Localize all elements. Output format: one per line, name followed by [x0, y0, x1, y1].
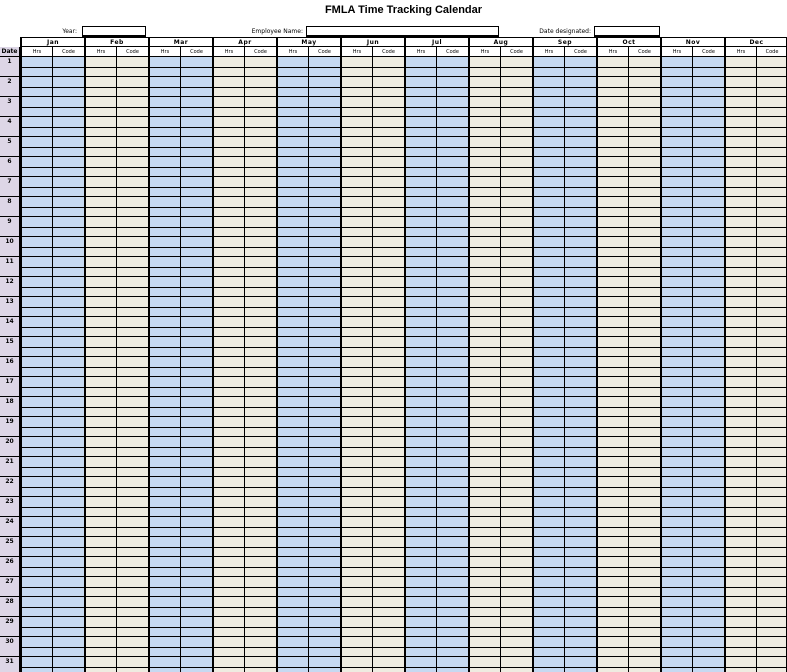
- row-divider: [20, 567, 787, 568]
- code-column-oct[interactable]: [628, 57, 660, 672]
- day-label-18: 18: [0, 397, 20, 417]
- day-label-2: 2: [0, 77, 20, 97]
- row-divider: [20, 287, 787, 288]
- day-label-10: 10: [0, 237, 20, 257]
- row-divider: [20, 607, 787, 608]
- month-header-oct: Oct: [596, 37, 660, 47]
- row-divider: [20, 427, 787, 428]
- code-column-nov[interactable]: [692, 57, 724, 672]
- day-label-25: 25: [0, 537, 20, 557]
- row-divider: [20, 447, 787, 448]
- hours-header-apr: Hrs: [212, 47, 244, 57]
- code-column-dec[interactable]: [756, 57, 787, 672]
- row-divider: [20, 547, 787, 548]
- code-column-jan[interactable]: [52, 57, 84, 672]
- hours-column-dec[interactable]: [724, 57, 756, 672]
- row-divider: [20, 307, 787, 308]
- row-divider: [20, 296, 787, 297]
- row-divider: [20, 436, 787, 437]
- row-divider: [20, 616, 787, 617]
- date-column-header: Date: [0, 47, 20, 57]
- row-divider: [20, 467, 787, 468]
- row-divider: [20, 236, 787, 237]
- employee-name-field[interactable]: [306, 26, 499, 37]
- day-label-31: 31: [0, 657, 20, 672]
- code-column-feb[interactable]: [116, 57, 148, 672]
- day-label-12: 12: [0, 277, 20, 297]
- code-column-sep[interactable]: [564, 57, 596, 672]
- day-label-28: 28: [0, 597, 20, 617]
- row-divider: [20, 456, 787, 457]
- employee-name-label: Employee Name:: [251, 28, 303, 35]
- hours-column-aug[interactable]: [468, 57, 500, 672]
- hours-column-jul[interactable]: [404, 57, 436, 672]
- row-divider: [20, 76, 787, 77]
- hours-column-sep[interactable]: [532, 57, 564, 672]
- code-header-sep: Code: [564, 47, 596, 57]
- row-divider: [20, 356, 787, 357]
- year-field[interactable]: [82, 26, 146, 37]
- row-divider: [20, 667, 787, 668]
- hours-column-jun[interactable]: [340, 57, 372, 672]
- row-divider: [20, 167, 787, 168]
- row-divider: [20, 127, 787, 128]
- row-divider: [20, 187, 787, 188]
- day-label-15: 15: [0, 337, 20, 357]
- hours-column-apr[interactable]: [212, 57, 244, 672]
- row-divider: [20, 507, 787, 508]
- row-divider: [20, 176, 787, 177]
- row-divider: [20, 316, 787, 317]
- row-divider: [20, 256, 787, 257]
- day-label-13: 13: [0, 297, 20, 317]
- day-label-29: 29: [0, 617, 20, 637]
- row-divider: [20, 396, 787, 397]
- month-header-jan: Jan: [20, 37, 84, 47]
- hours-column-oct[interactable]: [596, 57, 628, 672]
- code-column-aug[interactable]: [500, 57, 532, 672]
- day-label-7: 7: [0, 177, 20, 197]
- row-divider: [20, 587, 787, 588]
- day-label-14: 14: [0, 317, 20, 337]
- date-designated-label: Date designated:: [539, 28, 591, 35]
- month-header-feb: Feb: [84, 37, 148, 47]
- day-label-26: 26: [0, 557, 20, 577]
- row-divider: [20, 416, 787, 417]
- code-column-mar[interactable]: [180, 57, 212, 672]
- hours-column-jan[interactable]: [20, 57, 52, 672]
- row-divider: [20, 227, 787, 228]
- row-divider: [20, 387, 787, 388]
- day-label-27: 27: [0, 577, 20, 597]
- month-header-apr: Apr: [212, 37, 276, 47]
- row-divider: [20, 107, 787, 108]
- code-column-jun[interactable]: [372, 57, 404, 672]
- row-divider: [20, 216, 787, 217]
- day-label-23: 23: [0, 497, 20, 517]
- hours-header-feb: Hrs: [84, 47, 116, 57]
- row-divider: [20, 96, 787, 97]
- code-header-jan: Code: [52, 47, 84, 57]
- code-header-dec: Code: [756, 47, 787, 57]
- row-divider: [20, 327, 787, 328]
- month-header-nov: Nov: [660, 37, 724, 47]
- code-header-oct: Code: [628, 47, 660, 57]
- row-divider: [20, 367, 787, 368]
- code-header-mar: Code: [180, 47, 212, 57]
- day-label-4: 4: [0, 117, 20, 137]
- month-header-jun: Jun: [340, 37, 404, 47]
- row-divider: [20, 487, 787, 488]
- row-divider: [20, 516, 787, 517]
- row-divider: [20, 276, 787, 277]
- row-divider: [20, 87, 787, 88]
- month-header-jul: Jul: [404, 37, 468, 47]
- hours-column-feb[interactable]: [84, 57, 116, 672]
- row-divider: [20, 336, 787, 337]
- row-divider: [20, 207, 787, 208]
- row-divider: [20, 536, 787, 537]
- row-divider: [20, 347, 787, 348]
- code-column-apr[interactable]: [244, 57, 276, 672]
- hours-header-dec: Hrs: [724, 47, 756, 57]
- month-header-aug: Aug: [468, 37, 532, 47]
- day-label-8: 8: [0, 197, 20, 217]
- code-column-jul[interactable]: [436, 57, 468, 672]
- row-divider: [20, 156, 787, 157]
- code-header-jun: Code: [372, 47, 404, 57]
- code-header-jul: Code: [436, 47, 468, 57]
- day-label-5: 5: [0, 137, 20, 157]
- row-divider: [20, 656, 787, 657]
- year-label: Year:: [62, 28, 77, 35]
- hours-header-jul: Hrs: [404, 47, 436, 57]
- month-header-may: May: [276, 37, 340, 47]
- row-divider: [20, 636, 787, 637]
- day-label-30: 30: [0, 637, 20, 657]
- day-label-21: 21: [0, 457, 20, 477]
- row-divider: [20, 196, 787, 197]
- row-divider: [20, 496, 787, 497]
- day-label-19: 19: [0, 417, 20, 437]
- row-divider: [20, 576, 787, 577]
- month-header-dec: Dec: [724, 37, 787, 47]
- row-divider: [20, 407, 787, 408]
- row-divider: [20, 627, 787, 628]
- code-header-aug: Code: [500, 47, 532, 57]
- row-divider: [20, 647, 787, 648]
- day-label-20: 20: [0, 437, 20, 457]
- hours-header-jun: Hrs: [340, 47, 372, 57]
- hours-column-mar[interactable]: [148, 57, 180, 672]
- row-divider: [20, 267, 787, 268]
- month-header-mar: Mar: [148, 37, 212, 47]
- row-divider: [20, 147, 787, 148]
- hours-header-sep: Hrs: [532, 47, 564, 57]
- hours-header-nov: Hrs: [660, 47, 692, 57]
- sheet-title: FMLA Time Tracking Calendar: [324, 4, 483, 16]
- row-divider: [20, 67, 787, 68]
- row-divider: [20, 247, 787, 248]
- day-label-24: 24: [0, 517, 20, 537]
- row-divider: [20, 376, 787, 377]
- row-divider: [20, 136, 787, 137]
- month-header-sep: Sep: [532, 37, 596, 47]
- code-header-may: Code: [308, 47, 340, 57]
- row-divider: [20, 556, 787, 557]
- code-column-may[interactable]: [308, 57, 340, 672]
- day-label-1: 1: [0, 57, 20, 77]
- date-designated-field[interactable]: [594, 26, 660, 37]
- hours-header-may: Hrs: [276, 47, 308, 57]
- code-header-feb: Code: [116, 47, 148, 57]
- day-label-3: 3: [0, 97, 20, 117]
- hours-column-nov[interactable]: [660, 57, 692, 672]
- day-label-11: 11: [0, 257, 20, 277]
- row-divider: [20, 596, 787, 597]
- row-divider: [20, 527, 787, 528]
- code-header-nov: Code: [692, 47, 724, 57]
- hours-column-may[interactable]: [276, 57, 308, 672]
- day-label-9: 9: [0, 217, 20, 237]
- hours-header-aug: Hrs: [468, 47, 500, 57]
- day-label-22: 22: [0, 477, 20, 497]
- row-divider: [20, 116, 787, 117]
- hours-header-oct: Hrs: [596, 47, 628, 57]
- hours-header-jan: Hrs: [20, 47, 52, 57]
- day-label-16: 16: [0, 357, 20, 377]
- hours-header-mar: Hrs: [148, 47, 180, 57]
- day-label-17: 17: [0, 377, 20, 397]
- row-divider: [20, 476, 787, 477]
- code-header-apr: Code: [244, 47, 276, 57]
- day-label-6: 6: [0, 157, 20, 177]
